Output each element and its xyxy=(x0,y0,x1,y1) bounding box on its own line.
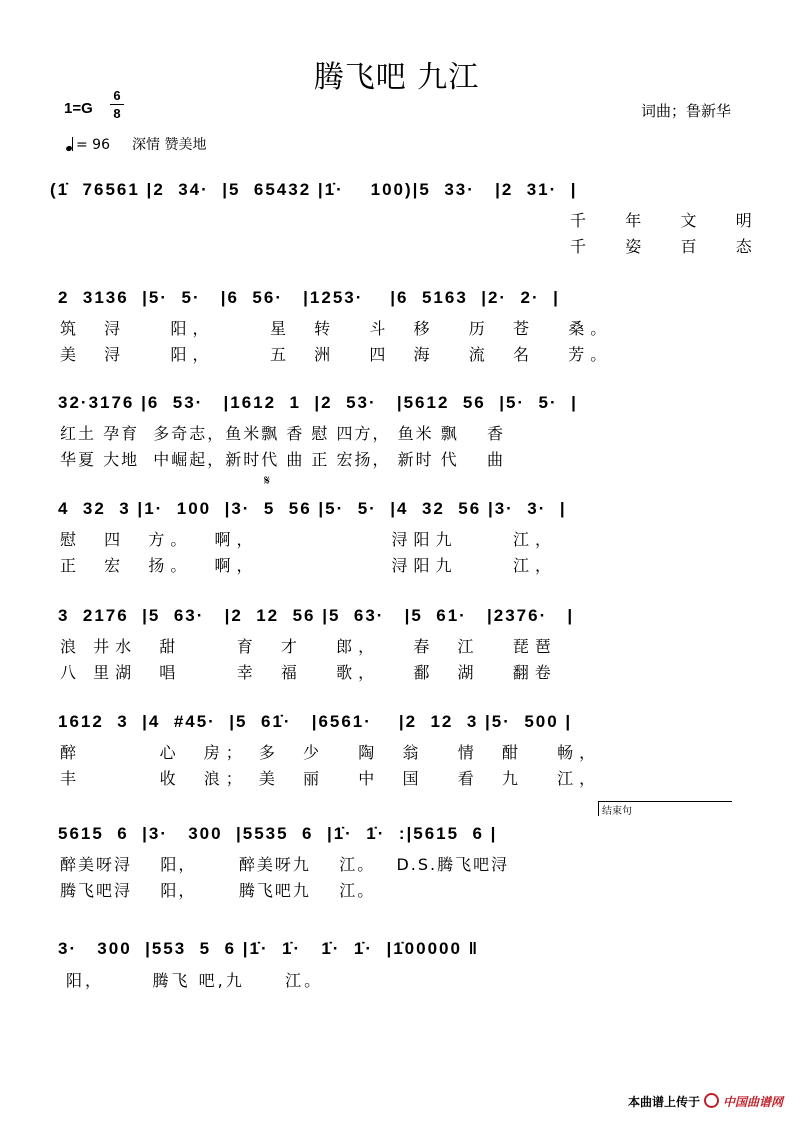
site-logo-icon xyxy=(704,1093,719,1108)
volta-label: 结束句 xyxy=(602,806,632,817)
notation-line: 4 32 3 |1· 100 |3· 5 56 |5· 5· |4 32 56 |3· 3· | xyxy=(58,499,567,518)
notation-line: 3 2176 |5 63· |2 12 56 |5 63· |5 61· |2376· | xyxy=(58,606,575,625)
segno-sign-icon: 𝄋 xyxy=(264,473,271,489)
notation-line: (1̇ 76561 |2 34· |5 65432 |1̇· 100)|5 33· |2 31· | xyxy=(50,180,578,199)
tempo-marking xyxy=(66,134,206,154)
notation-line: 1612 3 |4 #45· |5 61̇· |6561· |2 12 3 |5· 500 | xyxy=(58,712,573,731)
lyric-line-verse-1: 红土 孕育 多奇志，鱼米飘 香 慰 四方， 鱼米 飘 香 xyxy=(60,424,506,443)
lyric-line-verse-2: 正 宏 扬。 啊， 浔阳九 江， xyxy=(60,556,557,575)
upload-footer xyxy=(628,1093,783,1110)
lyric-line-verse-1: 浪 井水 甜 育 才 郎， 春 江 琵琶 xyxy=(60,637,557,656)
song-title: 腾飞吧 九江 xyxy=(313,60,480,95)
key-signature: 1=G xyxy=(64,100,93,117)
lyric-line-verse-1: 筑 浔 阳， 星 转 斗 移 历 苍 桑。 xyxy=(60,319,613,338)
lyric-line-verse-1: 千 年 文 明 xyxy=(60,211,758,230)
lyric-line-verse-2: 丰 收 浪； 美 丽 中 国 看 九 江， xyxy=(60,769,602,788)
notation-line: 5615 6 |3· 300 |5535 6 |1̇· 1̇· :|5615 6 | xyxy=(58,824,498,843)
lyric-line-verse-1: 醉 心 房； 多 少 陶 翁 情 酣 畅， xyxy=(60,743,602,762)
lyric-line-verse-1: 醉美呀浔 阳， 醉美呀九 江。 D.S.腾飞吧浔 xyxy=(60,855,510,874)
note-stem xyxy=(72,137,73,151)
lyric-line-verse-1: 慰 四 方。 啊， 浔阳九 江， xyxy=(60,530,557,549)
time-signature-bottom: 8 xyxy=(113,106,121,121)
tempo-value: = 96 xyxy=(76,137,110,153)
lyric-line-verse-1: 阳， 腾飞 吧,九 江。 xyxy=(66,971,324,990)
notation-line: 2 3136 |5· 5· |6 56· |1253· |6 5163 |2· 2· | xyxy=(58,288,560,307)
notation-line: 3· 300 |553 5 6 |1̇· 1̇· 1̇· 1̇· |1̇00000 ‖ xyxy=(58,939,480,958)
lyric-line-verse-2: 八 里湖 唱 幸 福 歌， 鄱 湖 翻卷 xyxy=(60,663,557,682)
lyric-line-verse-2: 华夏 大地 中崛起，新时代 曲 正 宏扬， 新时 代 曲 xyxy=(60,450,506,469)
time-signature-divider xyxy=(110,104,124,105)
volta-bracket xyxy=(598,801,732,816)
time-signature xyxy=(110,88,124,121)
lyric-line-verse-2: 美 浔 阳， 五 洲 四 海 流 名 芳。 xyxy=(60,345,613,364)
lyric-line-verse-2: 腾飞吧浔 阳， 腾飞吧九 江。 xyxy=(60,881,376,900)
time-signature-top: 6 xyxy=(113,88,121,103)
upload-text: 本曲谱上传于 xyxy=(627,1095,700,1109)
author-credit: 词曲；鲁新华 xyxy=(640,102,731,120)
lyric-line-verse-2: 千 姿 百 态 xyxy=(60,237,758,256)
site-brand: 中国曲谱网 xyxy=(722,1095,783,1109)
expression-text: 深情 赞美地 xyxy=(132,137,207,153)
notation-line: 32·3176 |6 53· |1612 1 |2 53· |5612 56 |5· 5· | xyxy=(58,393,578,412)
